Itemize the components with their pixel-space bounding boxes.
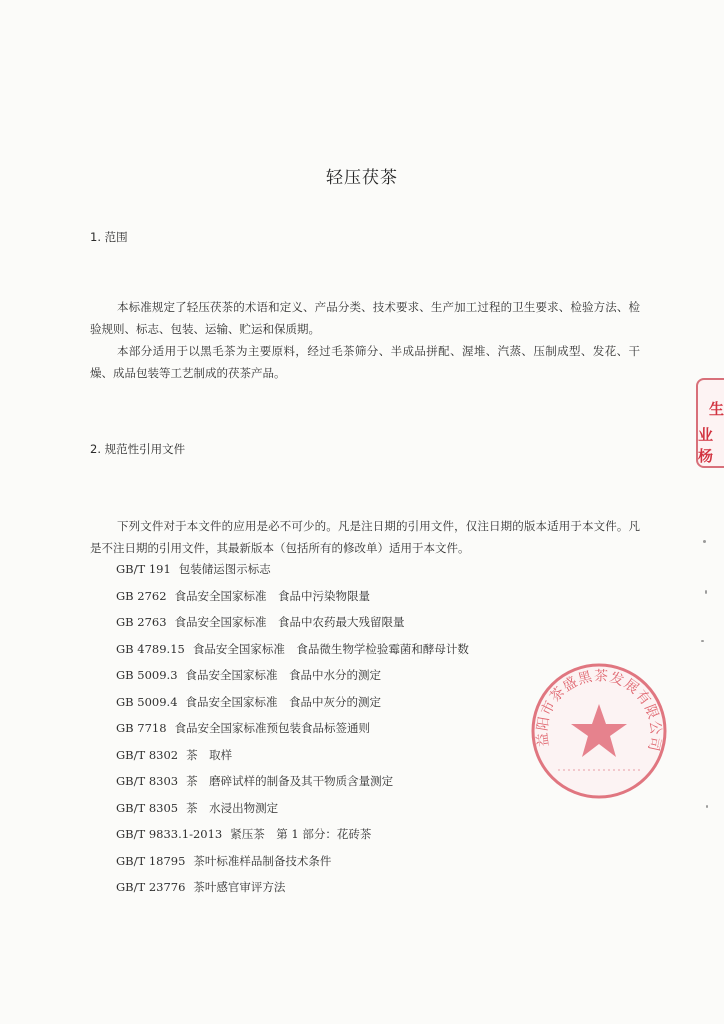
reference-title: 茶叶标准样品制备技术条件 <box>193 853 332 868</box>
reference-title: 食品安全国家标准 食品中灰分的测定 <box>185 694 382 709</box>
reference-item <box>116 612 469 639</box>
section-1-paragraph-2: 本部分适用于以黑毛茶为主要原料，经过毛茶筛分、半成品拼配、渥堆、汽蒸、压制成型、发花、干燥、成品包装等工艺制成的茯茶产品。 <box>90 344 640 380</box>
reference-code: GB 2762 <box>116 588 167 603</box>
edge-stamp-char-2: 业杨 <box>698 426 714 465</box>
company-seal-icon <box>528 660 670 802</box>
reference-title: 食品安全国家标准 食品中农药最大残留限量 <box>174 615 405 629</box>
reference-code: GB/T 191 <box>116 562 171 576</box>
reference-item <box>116 559 469 586</box>
reference-item <box>116 824 469 851</box>
section-1-heading: 1. 范围 <box>90 230 128 244</box>
scan-speck <box>703 540 706 543</box>
reference-code: GB 4789.15 <box>116 641 185 656</box>
reference-item <box>116 877 469 904</box>
reference-code: GB 5009.3 <box>116 668 178 682</box>
reference-item <box>116 851 469 878</box>
reference-item <box>116 665 469 692</box>
reference-title: 食品安全国家标准 食品中水分的测定 <box>185 668 382 682</box>
reference-item <box>116 745 469 772</box>
reference-code: GB/T 23776 <box>116 880 186 894</box>
reference-title: 食品安全国家标准 食品微生物学检验霉菌和酵母计数 <box>192 641 469 656</box>
reference-title: 紧压茶 第 1 部分：花砖茶 <box>230 827 372 841</box>
reference-code: GB 2763 <box>116 615 167 629</box>
reference-item <box>116 692 469 719</box>
reference-title: 食品安全国家标准预包装食品标签通则 <box>174 721 371 735</box>
reference-code: GB/T 8302 <box>116 747 179 762</box>
reference-code: GB 7718 <box>116 721 167 735</box>
reference-code: GB/T 9833.1-2013 <box>116 827 223 841</box>
reference-title: 包装储运图示标志 <box>178 562 271 576</box>
edge-stamp <box>696 378 724 468</box>
reference-item <box>116 639 469 666</box>
reference-code: GB/T 8305 <box>116 800 179 815</box>
reference-title: 食品安全国家标准 食品中污染物限量 <box>174 588 371 603</box>
scan-speck <box>706 805 708 808</box>
scan-speck <box>705 590 707 594</box>
reference-code: GB/T 18795 <box>116 853 186 868</box>
reference-code: GB/T 8303 <box>116 774 179 788</box>
reference-title: 茶 取样 <box>186 747 233 762</box>
edge-stamp-char-1: 生 <box>708 400 724 418</box>
section-1-paragraph-1: 本标准规定了轻压茯茶的术语和定义、产品分类、技术要求、生产加工过程的卫生要求、检验方法、检验规则、标志、包装、运输、贮运和保质期。 <box>90 300 640 336</box>
reference-item <box>116 771 469 798</box>
scan-speck <box>701 640 704 642</box>
reference-title: 茶叶感官审评方法 <box>193 880 286 894</box>
reference-item <box>116 798 469 825</box>
document-title: 轻压茯茶 <box>326 168 398 188</box>
section-2-heading: 2. 规范性引用文件 <box>90 442 186 456</box>
reference-title: 茶 水浸出物测定 <box>186 800 279 815</box>
reference-item <box>116 718 469 745</box>
reference-list <box>116 559 469 904</box>
section-2-intro: 下列文件对于本文件的应用是必不可少的。凡是注日期的引用文件，仅注日期的版本适用于本文件。凡是不注日期的引用文件，其最新版本（包括所有的修改单）适用于本文件。 <box>90 519 640 555</box>
reference-code: GB 5009.4 <box>116 694 178 709</box>
reference-item <box>116 586 469 613</box>
reference-title: 茶 磨碎试样的制备及其干物质含量测定 <box>186 774 394 788</box>
seal-text: 益阳市茶盛黑茶发展有限公司 <box>534 668 664 754</box>
